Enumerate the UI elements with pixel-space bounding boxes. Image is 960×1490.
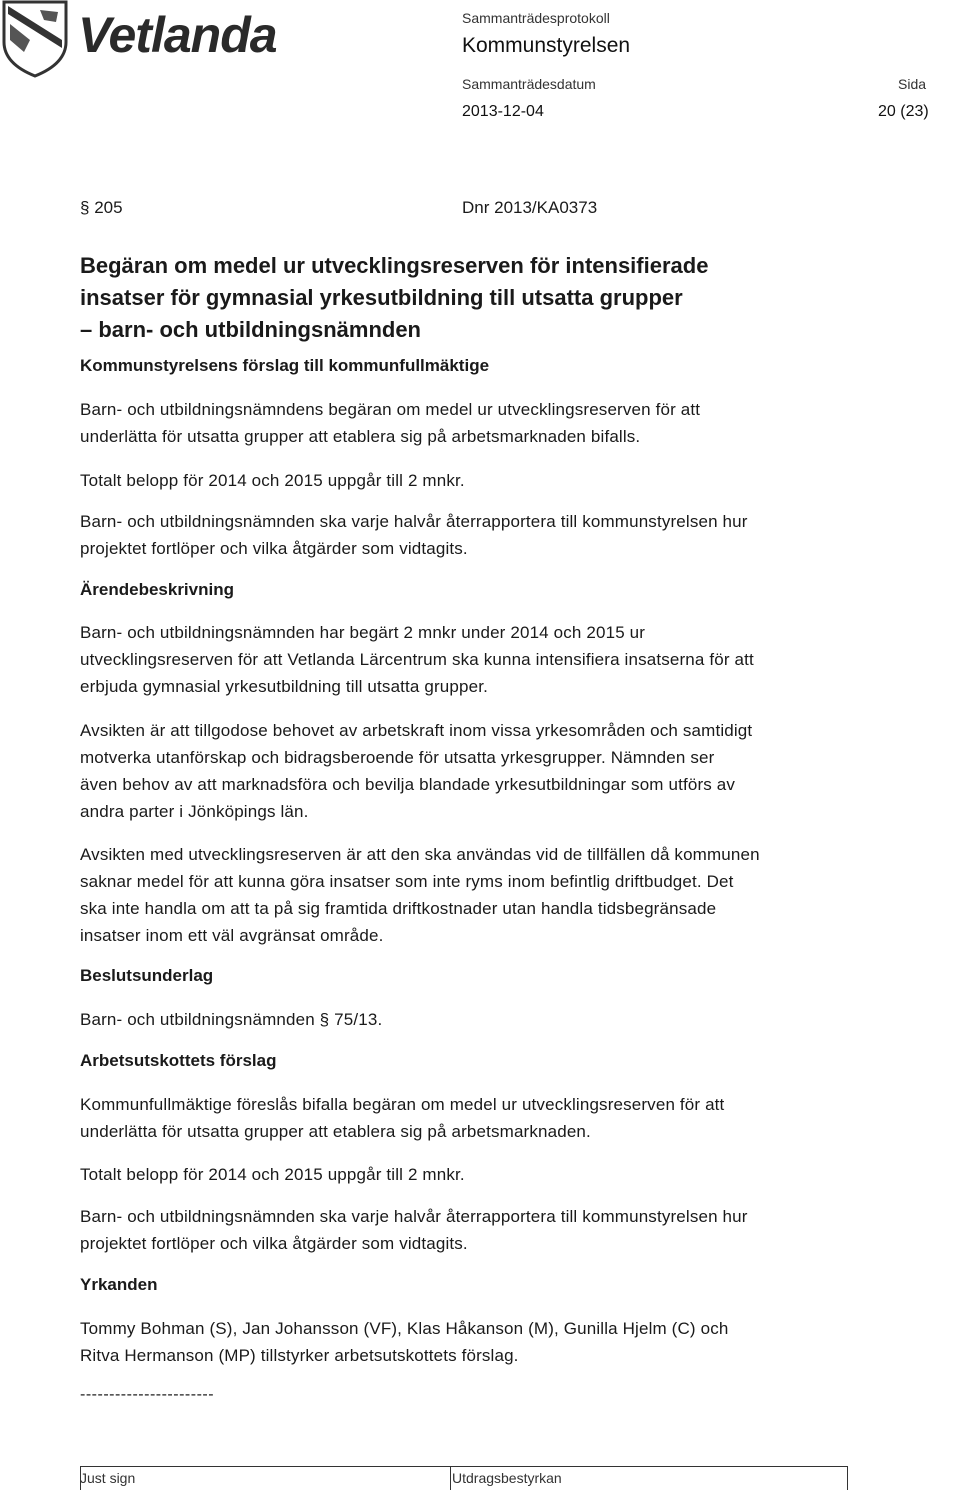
page-number: 20 (23): [878, 103, 929, 120]
footer-divider: [450, 1466, 451, 1490]
basis-heading: Beslutsunderlag: [80, 966, 214, 985]
extract-label: Utdragsbestyrkan: [452, 1470, 562, 1486]
description-paragraph-3: Avsikten med utvecklingsreserven är att den ska användas vid de tillfällen då kommunen saknar medel för att kunna göra insatser som inte ryms inom befintlig driftbudget. Det ska inte handla om att ta på sig framtida driftkostnader utan handla tidsbegränsade insatser inom ett väl avgränsat område.: [80, 845, 760, 945]
paragraph-sign: §: [80, 198, 95, 217]
committee-heading: Arbetsutskottets förslag: [80, 1051, 277, 1070]
page-label: Sida: [898, 76, 927, 92]
basis-paragraph: Barn- och utbildningsnämnden § 75/13.: [80, 1010, 383, 1029]
logo-wordmark: Vetlanda: [78, 7, 277, 63]
proposal-paragraph-2: Totalt belopp för 2014 och 2015 uppgår till 2 mnkr.: [80, 471, 465, 490]
meeting-date-label: Sammanträdesdatum: [462, 76, 596, 92]
item-title: [80, 250, 880, 346]
body-name: Kommunstyrelsen: [462, 34, 631, 57]
motions-heading: Yrkanden: [80, 1275, 158, 1294]
description-heading: Ärendebeskrivning: [80, 580, 234, 599]
title-line: – barn- och utbildningsnämnden: [80, 317, 421, 342]
coat-of-arms-icon: [0, 0, 74, 78]
proposal-paragraph-3: Barn- och utbildningsnämnden ska varje halvår återrapportera till kommunstyrelsen hur projektet fortlöper och vilka åtgärder som vidtagits.: [80, 512, 748, 558]
committee-paragraph-2: Totalt belopp för 2014 och 2015 uppgår till 2 mnkr.: [80, 1165, 465, 1184]
description-paragraph-1: Barn- och utbildningsnämnden har begärt 2 mnkr under 2014 och 2015 ur utvecklingsreserven för att Vetlanda Lärcentrum ska kunna intensifiera insatserna för att erbjuda gymnasial yrkesutbildning till utsatta grupper.: [80, 623, 754, 696]
description-paragraph-2: Avsikten är att tillgodose behovet av arbetskraft inom vissa yrkesområden och samtidigt motverka utanförskap och bidragsberoende för utsatta yrkesgrupper. Nämnden ser även behov av att marknadsföra och bevilja blandade yrkesutbildningar som utförs av andra parter i Jönköpings län.: [80, 721, 753, 821]
separator-dashes: -----------------------: [80, 1386, 215, 1403]
proposal-heading: Kommunstyrelsens förslag till kommunfullmäktige: [80, 356, 490, 375]
protocol-label: Sammanträdesprotokoll: [462, 10, 610, 26]
committee-paragraph-1: Kommunfullmäktige föreslås bifalla begäran om medel ur utvecklingsreserven för att underlätta för utsatta grupper att etablera sig på arbetsmarknaden.: [80, 1095, 725, 1141]
paragraph-number: § 205: [80, 198, 123, 217]
proposal-paragraph-1: Barn- och utbildningsnämndens begäran om medel ur utvecklingsreserven för att underlätta för utsatta grupper att etablera sig på arbetsmarknaden bifalls.: [80, 400, 701, 446]
title-line: Begäran om medel ur utvecklingsreserven för intensifierade: [80, 253, 709, 278]
title-line: insatser för gymnasial yrkesutbildning till utsatta grupper: [80, 285, 683, 310]
sign-label: Just sign: [80, 1470, 136, 1486]
dnr: Dnr 2013/KA0373: [462, 198, 598, 217]
committee-paragraph-3: Barn- och utbildningsnämnden ska varje halvår återrapportera till kommunstyrelsen hur projektet fortlöper och vilka åtgärder som vidtagits.: [80, 1207, 748, 1253]
footer-divider: [847, 1466, 848, 1490]
footer-rule: [80, 1466, 848, 1467]
motions-paragraph: Tommy Bohman (S), Jan Johansson (VF), Klas Håkanson (M), Gunilla Hjelm (C) och Ritva Hermanson (MP) tillstyrker arbetsutskottets förslag.: [80, 1319, 729, 1365]
meeting-date: 2013-12-04: [462, 103, 544, 120]
